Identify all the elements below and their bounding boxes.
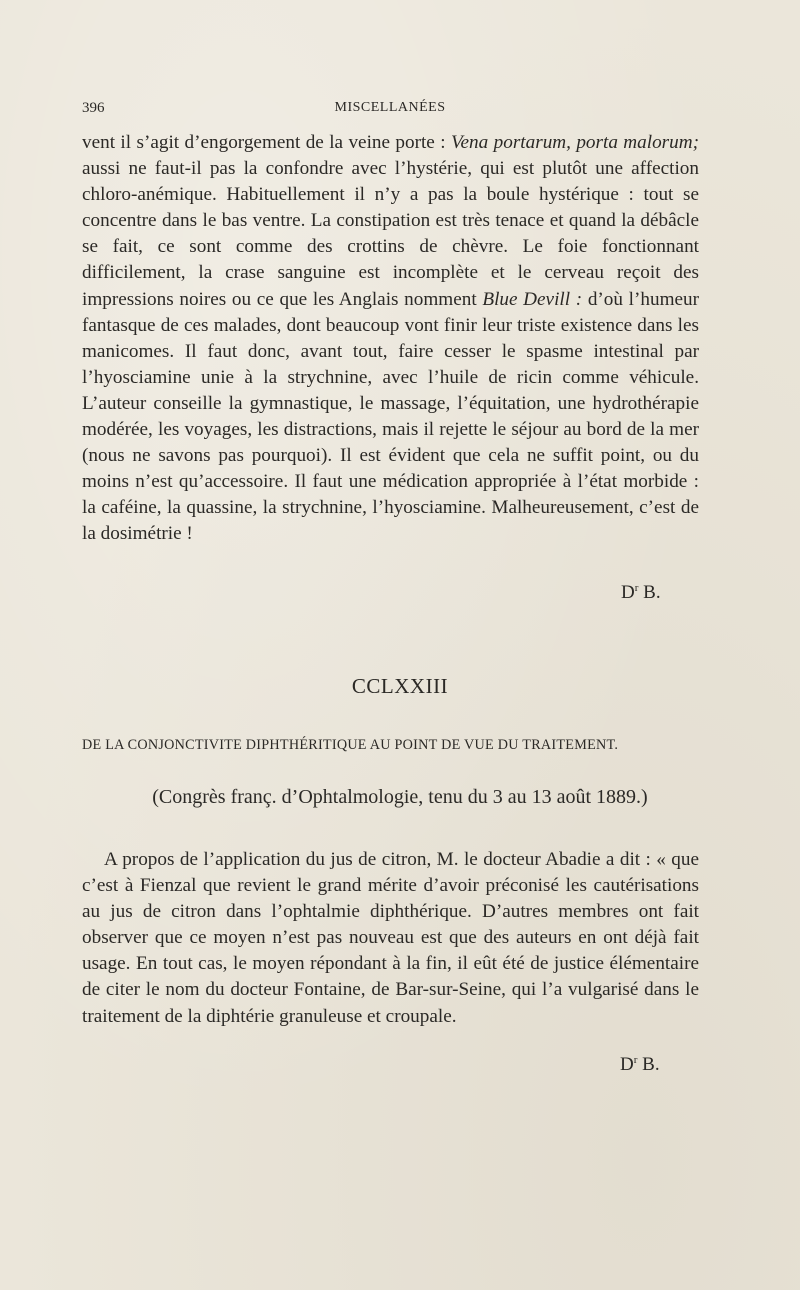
signature-name: B. [637, 1054, 660, 1075]
signature-name: B. [638, 582, 661, 603]
text-run: d’où l’humeur fantasque de ces malades, dont beaucoup vont finir leur triste existence dans les manicomes. Il faut donc, avant tout, faire cesser le spasme intestinal par l’hyosciamine unie à la strychnine, avec l’huile de ricin comme véhicule. L’auteur conseille la gymnastique, le massage, l’équitation, une hydrothérapie modérée, les voyages, les distractions, mais il rejette le séjour au bord de la mer (nous ne savons pas pourquoi). Il est évident que cela ne suffit point, ou du moins n’est qu’accessoire. Il faut une médication appropriée à l’état morbide : la caféine, la quassine, la strychnine, l’hyosciamine. Malheureusement, c’est de la dosimétrie ! [82, 288, 699, 545]
signature-title: D [621, 582, 635, 603]
body-paragraph-1 [82, 130, 699, 548]
running-head: MISCELLANÉES [334, 100, 446, 115]
page-header [82, 100, 698, 124]
author-signature-1 [621, 582, 661, 604]
body-paragraph-2: A propos de l’application du jus de citron, M. le docteur Abadie a dit : « que c’est à Fienzal que revient le grand mérite d’avoir préconisé les cautérisations au jus de citron dans l’ophtalmie diphthérique. D’autres membres ont fait observer que ce moyen n’est pas nouveau est que des auteurs en ont déjà fait usage. En tout cas, le moyen répondant à la fin, il eût été de justice élémentaire de citer le nom du docteur Fontaine, de Bar-sur-Seine, qui l’a vulgarisé dans le traitement de la diphtérie granuleuse et croupale. [82, 849, 699, 1027]
section-number: CCLXXIII [351, 674, 449, 698]
author-signature-2 [620, 1054, 660, 1076]
signature-title: D [620, 1054, 634, 1075]
text-run: vent il s’agit d’engorgement de la veine porte : [82, 132, 451, 153]
section-subtitle: (Congrès franç. d’Ophtalmologie, tenu du 3 au 13 août 1889.) [152, 786, 648, 808]
page-number: 396 [82, 100, 105, 116]
signature-title-superscript: r [634, 582, 639, 594]
signature-title-superscript: r [633, 1054, 638, 1066]
section-title: DE LA CONJONCTIVITE DIPHTHÉRITIQUE AU POINT DE VUE DU TRAITEMENT. [82, 737, 619, 753]
italic-phrase-english: Blue Devill : [482, 288, 583, 310]
italic-phrase-latin: Vena portarum, porta malorum; [450, 132, 699, 153]
text-run: aussi ne faut-il pas la confondre avec l’hystérie, qui est plutôt une affection chloro-anémique. Habituellement il n’y a pas la boule hystérique : tout se concentre dans le bas ventre. La constipation est très tenace et quand la débâcle se fait, ce sont comme des crottins de chèvre. Le foie fonctionnant difficilement, la crase sanguine est incomplète et le cerveau reçoit des impressions noires ou ce que les Anglais nomment [82, 158, 699, 310]
